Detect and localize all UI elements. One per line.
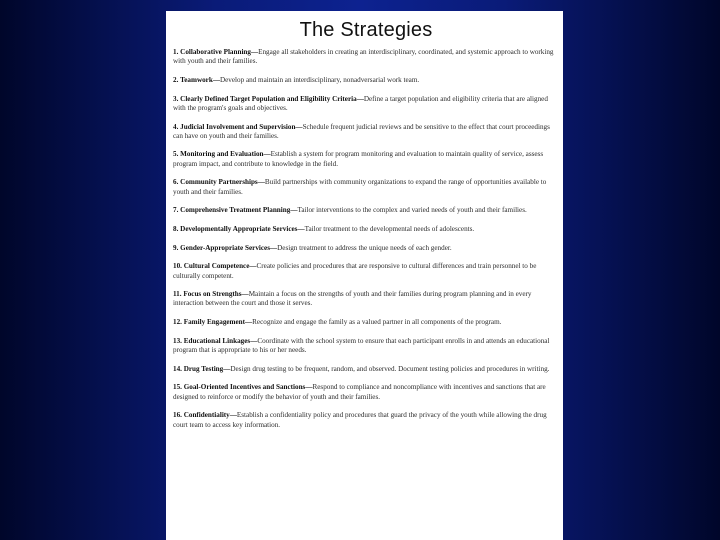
strategy-name: Judicial Involvement and Supervision	[180, 122, 296, 131]
strategy-separator: —	[305, 383, 313, 392]
strategy-name: Clearly Defined Target Population and Eligibility Criteria	[180, 94, 357, 103]
strategy-separator: —	[257, 178, 265, 187]
strategy-description: Coordinate with the school system to ensure that each participant enrolls in and attends an educational program that is appropriate to his or her needs.	[173, 336, 550, 355]
strategy-description: Recognize and engage the family as a valued partner in all components of the program.	[252, 318, 502, 327]
strategy-description: Define a target population and eligibility criteria that are aligned with the program's goals and objectives.	[173, 94, 548, 112]
strategy-item	[173, 178, 559, 196]
strategy-name: Comprehensive Treatment Planning	[180, 206, 291, 215]
strategy-number: 7.	[173, 206, 179, 215]
strategy-separator: —	[250, 336, 258, 345]
strategy-item	[173, 76, 559, 85]
strategy-name: Drug Testing	[183, 364, 224, 373]
strategy-number: 4.	[173, 122, 179, 131]
strategy-description: Design drug testing to be frequent, random, and observed. Document testing policies and procedures in writing.	[230, 364, 550, 373]
strategy-name: Monitoring and Evaluation	[180, 150, 264, 159]
strategy-item	[173, 337, 559, 355]
strategy-separator: —	[356, 94, 364, 103]
strategy-item	[173, 225, 559, 234]
strategy-item	[173, 290, 559, 308]
strategy-separator: —	[263, 150, 271, 159]
strategy-name: Gender-Appropriate Services	[180, 243, 270, 252]
strategy-separator: —	[229, 411, 237, 420]
document-page	[166, 11, 563, 540]
strategy-separator: —	[212, 75, 220, 84]
strategy-item	[173, 318, 559, 327]
strategy-name: Educational Linkages	[183, 336, 251, 345]
strategy-number: 3.	[173, 94, 179, 103]
strategy-item	[173, 383, 559, 401]
strategy-description: Design treatment to address the unique needs of each gender.	[277, 243, 452, 252]
strategy-name: Collaborative Planning	[180, 48, 251, 56]
strategy-item	[173, 206, 559, 215]
strategy-number: 9.	[173, 243, 179, 252]
strategy-description: Create policies and procedures that are responsive to cultural differences and train personnel to be culturally competent.	[173, 262, 537, 280]
strategy-description: Tailor treatment to the developmental needs of adolescents.	[304, 224, 475, 233]
strategy-description: Establish a confidentiality policy and procedures that guard the privacy of the youth while allowing the drug court team to access key information.	[173, 411, 547, 429]
strategy-description: Respond to compliance and noncompliance with incentives and sanctions that are designed to reinforce or modify the behavior of youth and their families.	[173, 383, 546, 401]
strategy-item	[173, 95, 559, 113]
strategy-item	[173, 123, 559, 141]
strategy-item	[173, 150, 559, 168]
strategy-number: 2.	[173, 75, 179, 84]
strategy-description: Establish a system for program monitoring and evaluation to maintain quality of service, assess program impact, and contribute to knowledge in the field.	[173, 150, 544, 168]
strategy-description: Schedule frequent judicial reviews and be sensitive to the effect that court proceedings can have on youth and their families.	[173, 122, 550, 140]
strategy-separator: —	[245, 318, 253, 327]
strategy-separator: —	[270, 243, 278, 252]
strategy-item	[173, 244, 559, 253]
strategy-number: 1.	[173, 48, 179, 56]
strategy-name: Family Engagement	[183, 318, 246, 327]
strategy-description: Tailor interventions to the complex and varied needs of youth and their families.	[297, 206, 527, 215]
strategy-separator: —	[250, 48, 259, 56]
strategy-name: Goal-Oriented Incentives and Sanctions	[183, 383, 306, 392]
strategy-number: 6.	[173, 178, 179, 187]
strategy-number: 15.	[173, 383, 182, 392]
strategy-separator: —	[241, 290, 249, 299]
strategy-list	[173, 48, 559, 430]
strategy-name: Focus on Strengths	[183, 290, 242, 299]
strategy-separator: —	[249, 262, 257, 271]
strategy-name: Cultural Competence	[183, 262, 250, 271]
strategy-separator: —	[295, 122, 303, 131]
strategy-item	[173, 262, 559, 280]
strategy-number: 13.	[173, 336, 182, 345]
strategy-description: Develop and maintain an interdisciplinary, nonadversarial work team.	[219, 75, 420, 84]
page-title: The Strategies	[299, 19, 433, 41]
strategy-number: 11.	[173, 290, 182, 299]
strategy-name: Confidentiality	[183, 411, 230, 420]
strategy-description: Maintain a focus on the strengths of youth and their families during program planning and in every interaction between the court and those it serves.	[173, 290, 532, 308]
strategy-item	[173, 411, 559, 429]
strategy-number: 12.	[173, 318, 182, 327]
strategy-item	[173, 365, 559, 374]
strategy-number: 14.	[173, 364, 182, 373]
strategy-separator: —	[290, 206, 298, 215]
strategy-item	[173, 48, 559, 66]
strategy-description: Build partnerships with community organizations to expand the range of opportunities available to youth and their families.	[173, 178, 547, 196]
strategy-description: Engage all stakeholders in creating an interdisciplinary, coordinated, and systemic approach to working with youth and their families.	[173, 48, 554, 66]
strategy-number: 5.	[173, 150, 179, 159]
strategy-number: 8.	[173, 224, 179, 233]
strategy-name: Community Partnerships	[180, 178, 258, 187]
strategy-name: Teamwork	[180, 75, 213, 84]
strategy-number: 16.	[173, 411, 182, 420]
strategy-separator: —	[297, 224, 305, 233]
strategy-name: Developmentally Appropriate Services	[180, 224, 298, 233]
strategy-number: 10.	[173, 262, 182, 271]
strategy-separator: —	[223, 364, 231, 373]
